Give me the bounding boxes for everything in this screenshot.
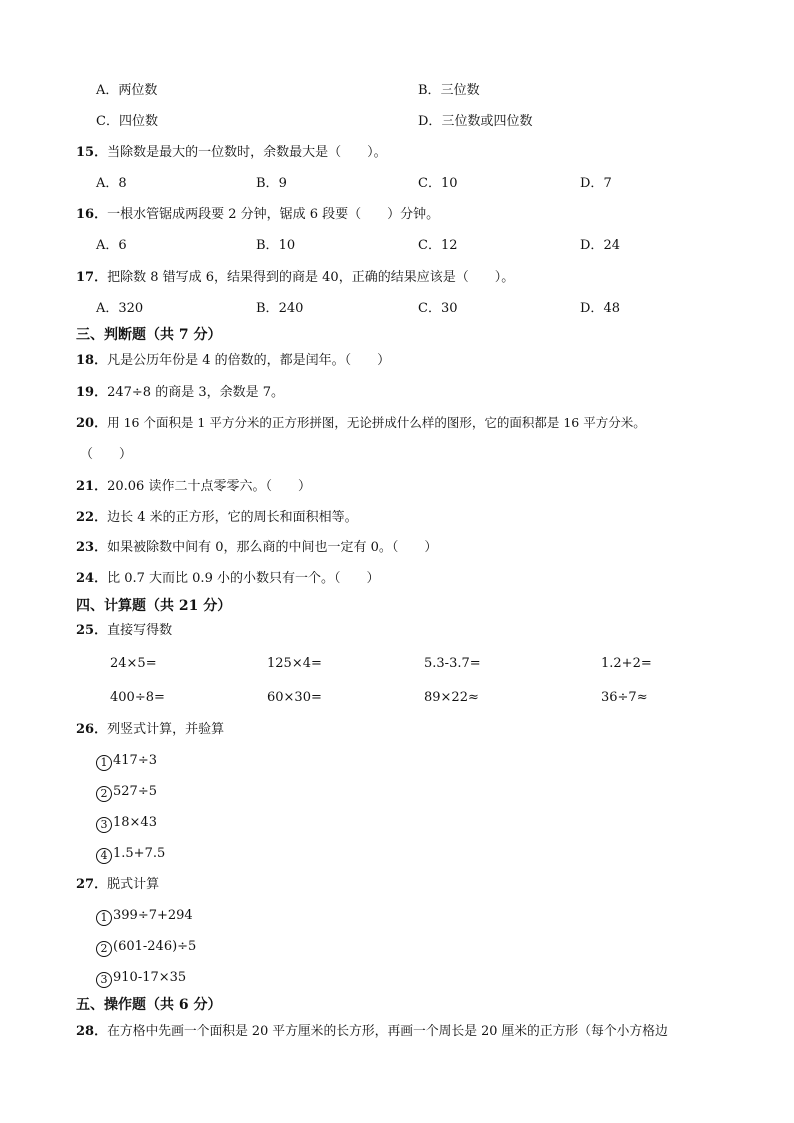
sub-item (96, 845, 165, 864)
sub-item-expression: 417÷3 (113, 753, 157, 768)
option-letter: A． (96, 238, 119, 253)
option-letter: D． (418, 114, 442, 129)
q17-option-b (256, 300, 303, 318)
q15-option-a (96, 175, 127, 193)
option-letter: C． (418, 176, 441, 191)
question-number: 26． (76, 722, 108, 737)
question-number: 27． (76, 877, 108, 892)
q16-option-a (96, 237, 127, 255)
option-letter: D． (580, 238, 604, 253)
circled-number: 1 (96, 910, 112, 926)
q16-option-c (418, 237, 458, 255)
sub-item-expression: 399÷7+294 (113, 908, 193, 923)
option-text: 320 (118, 301, 144, 316)
question-text: 列竖式计算，并验算 (107, 722, 225, 737)
sub-item (96, 783, 157, 802)
calc-item: 1.2+2= (601, 656, 652, 671)
option-letter: B． (256, 238, 279, 253)
question-number: 23． (76, 540, 108, 555)
q14-option-a (96, 82, 157, 100)
option-text: 8 (118, 176, 127, 191)
circled-number: 4 (96, 848, 112, 864)
option-text: 24 (603, 238, 620, 253)
option-letter: D． (580, 176, 604, 191)
calc-item: 36÷7≈ (601, 690, 648, 705)
sub-item-expression: 1.5+7.5 (113, 846, 166, 861)
circled-number: 2 (96, 786, 112, 802)
question-number: 16． (76, 207, 108, 222)
calc-item: 24×5= (110, 656, 157, 671)
section-heading-judgment: 三、判断题（共 7 分） (76, 327, 222, 343)
question-number: 22． (76, 510, 108, 525)
question-24 (76, 570, 379, 588)
option-text: 三位数 (440, 83, 480, 98)
option-letter: D． (580, 301, 604, 316)
question-text: 把除数 8 错写成 6，结果得到的商是 40，正确的结果应该是（ ）。 (107, 270, 515, 285)
question-20-answer-blank: （ ） (80, 447, 133, 462)
option-letter: A． (96, 83, 119, 98)
question-text: 在方格中先画一个面积是 20 平方厘米的长方形，再画一个周长是 20 厘米的正方形（每个小方格边 (107, 1024, 668, 1039)
question-text: 当除数是最大的一位数时，余数最大是（ ）。 (107, 145, 387, 160)
q15-option-b (256, 175, 287, 193)
option-text: 四位数 (118, 114, 158, 129)
question-text: 247÷8 的商是 3，余数是 7。 (107, 385, 285, 400)
option-text: 9 (278, 176, 287, 191)
question-15 (76, 144, 387, 162)
question-number: 28． (76, 1024, 108, 1039)
question-text: 脱式计算 (107, 877, 160, 892)
circled-number: 3 (96, 972, 112, 988)
calc-item: 89×22≈ (424, 690, 479, 705)
question-28 (76, 1023, 668, 1041)
option-letter: C． (418, 301, 441, 316)
question-number: 15． (76, 145, 108, 160)
question-text: 20.06 读作二十点零零六。（ ） (107, 479, 311, 494)
circled-number: 2 (96, 941, 112, 957)
question-text: 一根水管锯成两段要 2 分钟，锯成 6 段要（ ）分钟。 (107, 207, 440, 222)
question-22 (76, 509, 358, 527)
calc-item: 60×30= (267, 690, 322, 705)
q17-option-c (418, 300, 458, 318)
q17-option-d (580, 300, 620, 318)
q17-option-a (96, 300, 143, 318)
option-text: 12 (440, 238, 458, 253)
option-letter: B． (256, 301, 279, 316)
q15-option-c (418, 175, 458, 193)
section-heading-operation: 五、操作题（共 6 分） (76, 997, 222, 1013)
question-number: 19． (76, 385, 108, 400)
question-text: 比 0.7 大而比 0.9 小的小数只有一个。（ ） (107, 571, 380, 586)
question-23 (76, 539, 437, 557)
question-20 (76, 414, 646, 433)
q14-option-c (96, 113, 158, 131)
calc-item: 5.3-3.7= (424, 656, 481, 671)
option-text: 30 (440, 301, 458, 316)
option-letter: C． (418, 238, 441, 253)
sub-item (96, 938, 196, 957)
question-25 (76, 622, 172, 640)
question-number: 24． (76, 571, 108, 586)
option-text: 10 (440, 176, 458, 191)
option-text: 48 (603, 301, 620, 316)
option-letter: B． (256, 176, 279, 191)
question-21 (76, 478, 311, 496)
section-heading-calculation: 四、计算题（共 21 分） (76, 598, 232, 614)
question-number: 20． (76, 416, 108, 431)
sub-item-expression: 18×43 (113, 815, 157, 830)
question-19 (76, 384, 284, 402)
option-text: 240 (278, 301, 304, 316)
option-text: 三位数或四位数 (441, 114, 533, 129)
q14-option-b (418, 82, 480, 100)
question-number: 25． (76, 623, 108, 638)
option-text: 10 (278, 238, 296, 253)
option-letter: A． (96, 176, 119, 191)
calc-item: 400÷8= (110, 690, 165, 705)
question-text: 如果被除数中间有 0，那么商的中间也一定有 0。（ ） (107, 540, 438, 555)
q15-option-d (580, 175, 612, 193)
option-letter: C． (96, 114, 119, 129)
sub-item-expression: 910-17×35 (113, 970, 187, 985)
question-number: 17． (76, 270, 108, 285)
sub-item-expression: 527÷5 (113, 784, 157, 799)
q16-option-b (256, 237, 295, 255)
question-text: 边长 4 米的正方形，它的周长和面积相等。 (107, 510, 358, 525)
option-text: 两位数 (118, 83, 158, 98)
option-text: 7 (603, 176, 612, 191)
option-letter: A． (96, 301, 119, 316)
sub-item (96, 814, 157, 833)
question-27 (76, 876, 159, 894)
option-letter: B． (418, 83, 441, 98)
q14-option-d (418, 113, 532, 131)
question-text: 用 16 个面积是 1 平方分米的正方形拼图，无论拼成什么样的图形，它的面积都是 16 平方分米。 (107, 415, 646, 430)
question-17 (76, 269, 514, 287)
sub-item (96, 907, 193, 926)
sub-item (96, 969, 186, 988)
q16-option-d (580, 237, 620, 255)
sub-item (96, 752, 157, 771)
question-number: 21． (76, 479, 108, 494)
question-text: 直接写得数 (107, 623, 173, 638)
question-16 (76, 206, 439, 224)
question-number: 18． (76, 353, 108, 368)
option-text: 6 (118, 238, 127, 253)
question-18 (76, 352, 390, 370)
circled-number: 1 (96, 755, 112, 771)
question-text: 凡是公历年份是 4 的倍数的，都是闰年。（ ） (107, 353, 391, 368)
calc-item: 125×4= (267, 656, 322, 671)
question-26 (76, 721, 224, 739)
circled-number: 3 (96, 817, 112, 833)
sub-item-expression: (601-246)÷5 (113, 939, 197, 954)
